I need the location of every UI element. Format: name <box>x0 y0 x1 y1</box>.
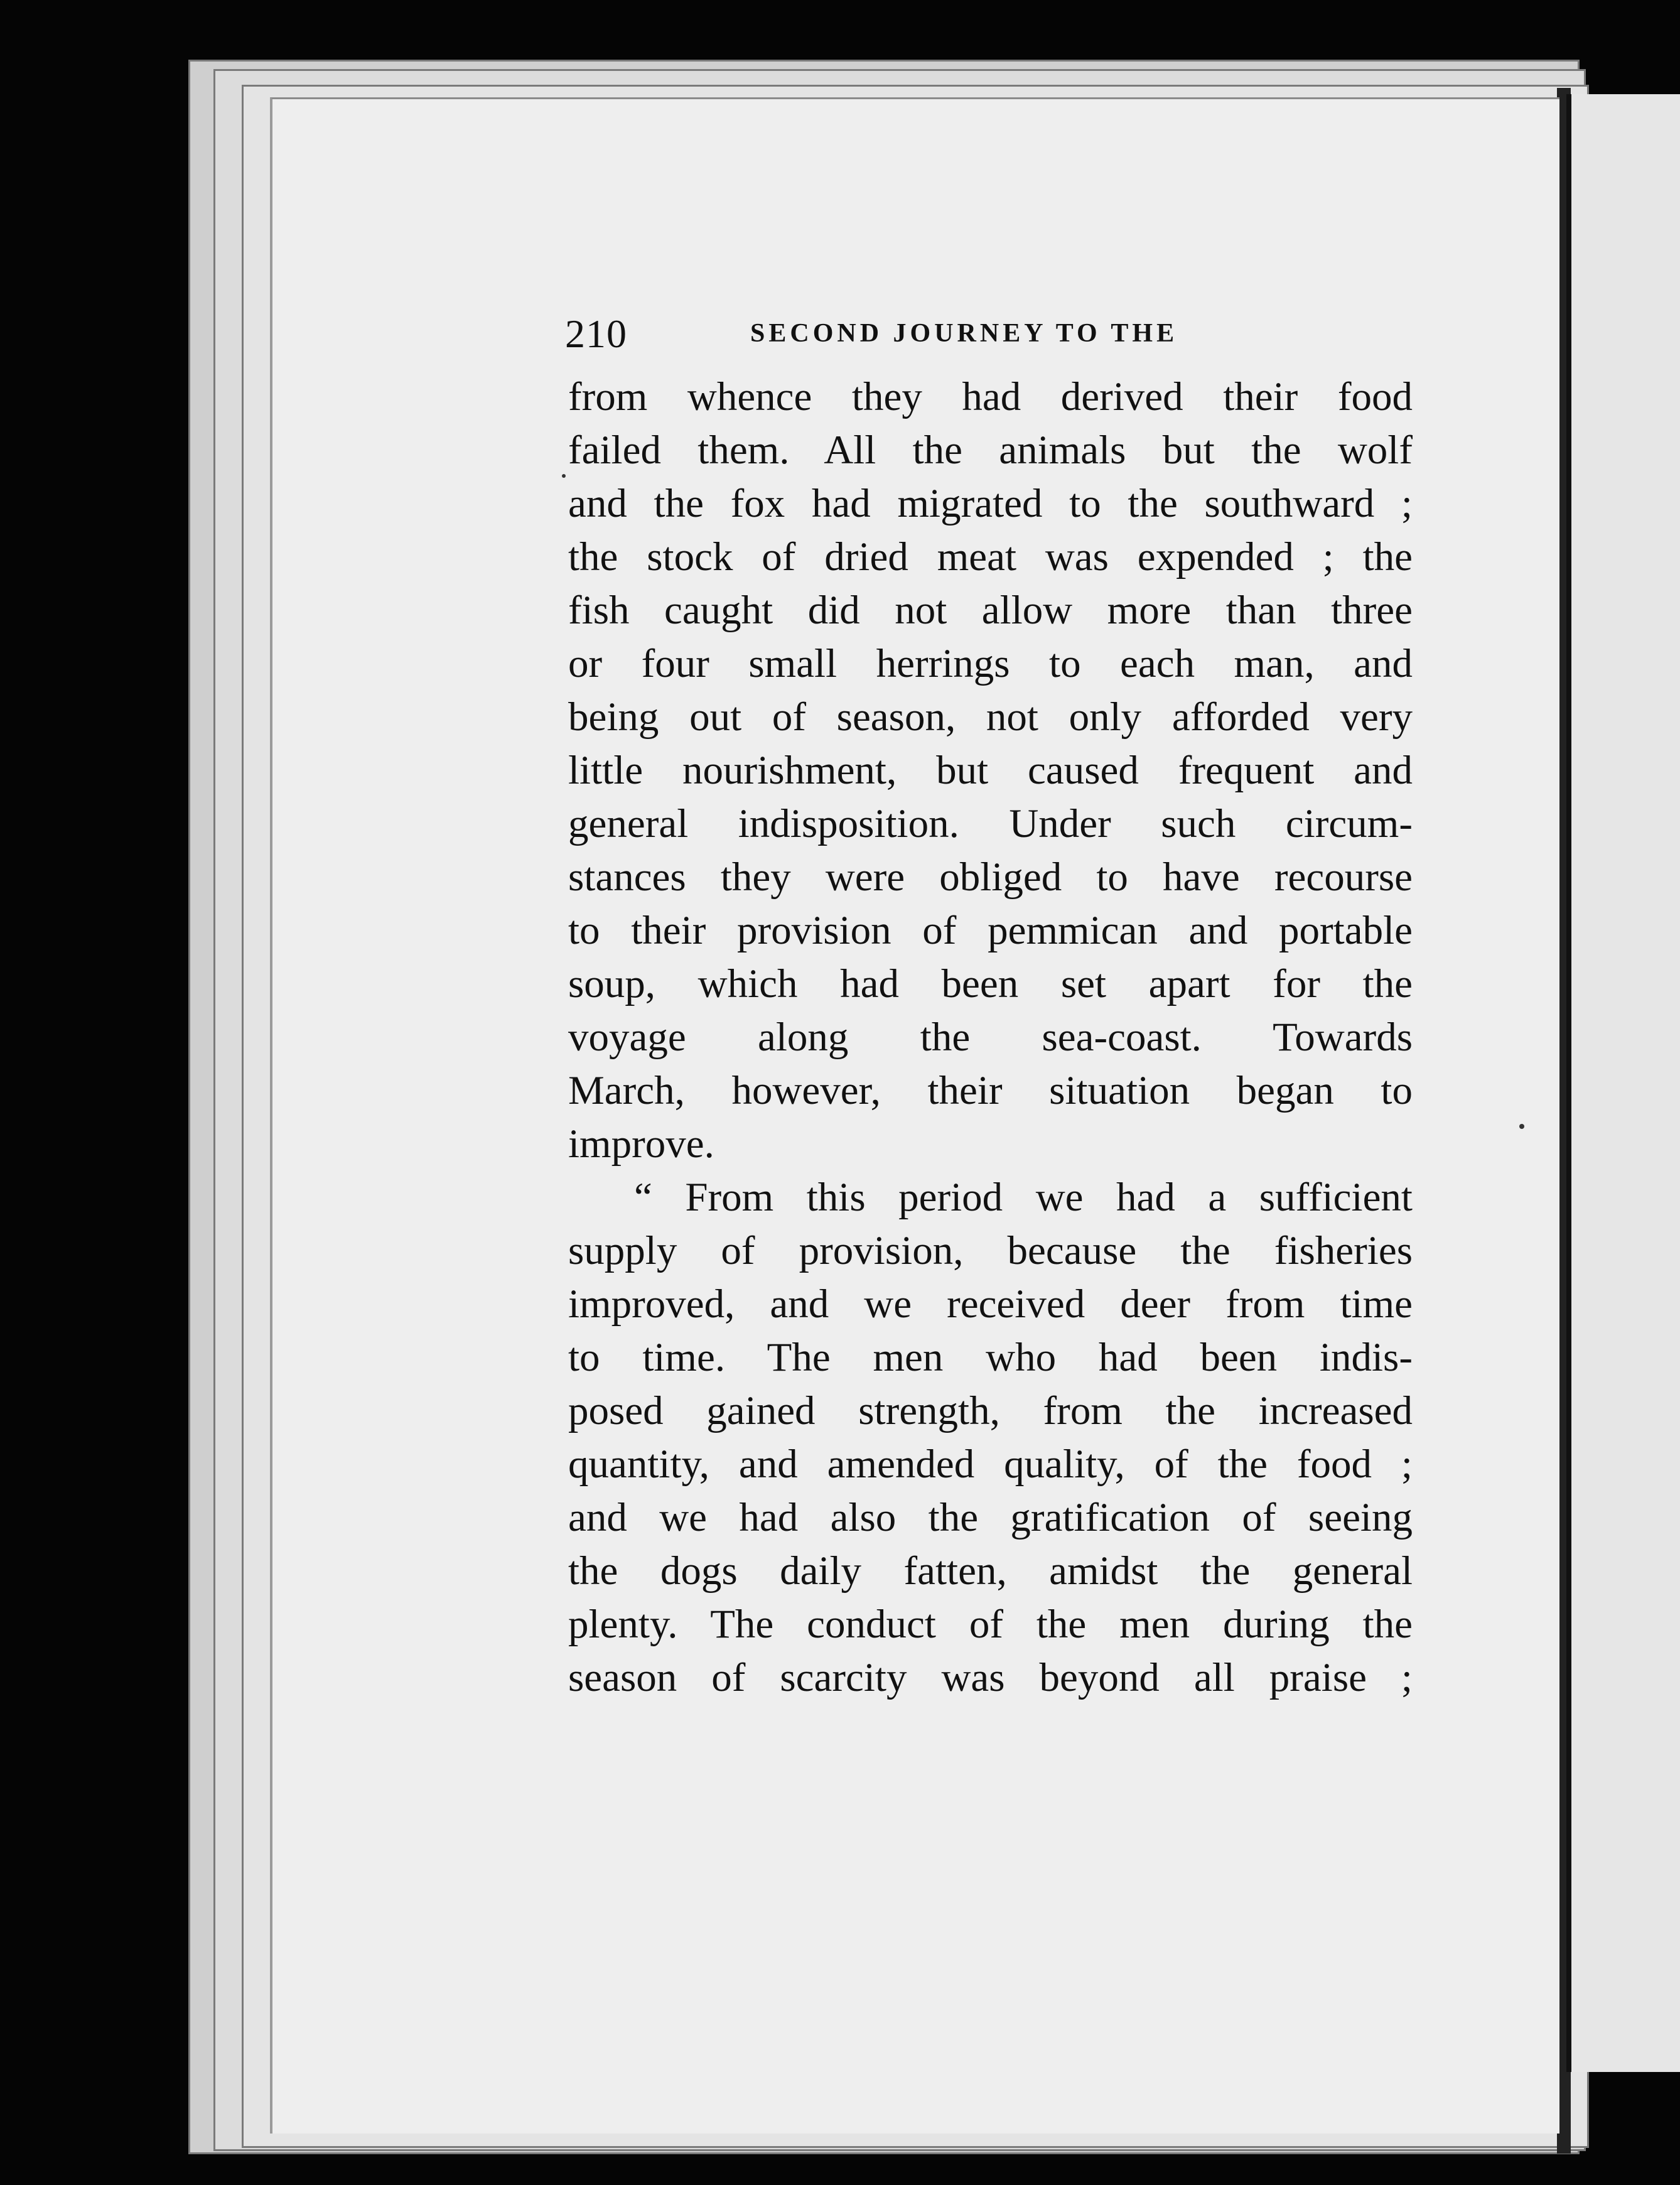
text-line: the stock of dried meat was expended ; the <box>568 534 1413 580</box>
text-line: general indisposition. Under such circum- <box>568 801 1413 846</box>
text-line: and the fox had migrated to the southward ; <box>568 481 1413 526</box>
text-line: posed gained strength, from the increased <box>568 1388 1413 1433</box>
text-line: fish caught did not allow more than three <box>568 588 1413 633</box>
text-line: failed them. All the animals but the wolf <box>568 428 1413 473</box>
text-line: little nourishment, but caused frequent and <box>568 748 1413 793</box>
text-line: quantity, and amended quality, of the food ; <box>568 1442 1413 1487</box>
scan-speck <box>562 474 566 478</box>
text-line: to time. The men who had been indis- <box>568 1335 1413 1380</box>
text-line: to their provision of pemmican and portable <box>568 908 1413 953</box>
text-line: the dogs daily fatten, amidst the general <box>568 1548 1413 1594</box>
text-line: stances they were obliged to have recourse <box>568 855 1413 900</box>
text-line: being out of season, not only afforded very <box>568 694 1413 740</box>
text-line: improved, and we received deer from time <box>568 1281 1413 1327</box>
page-number: 210 <box>565 311 627 356</box>
text-line: plenty. The conduct of the men during the <box>568 1602 1413 1647</box>
page-header <box>565 311 1218 361</box>
text-line: improve. <box>568 1121 714 1167</box>
text-line: “ From this period we had a sufficient <box>634 1175 1413 1220</box>
text-line: season of scarcity was beyond all praise ; <box>568 1655 1413 1700</box>
text-line: supply of provision, because the fisheries <box>568 1228 1413 1273</box>
text-line: soup, which had been set apart for the <box>568 961 1413 1006</box>
text-line: voyage along the sea-coast. Towards <box>568 1015 1413 1060</box>
body-text <box>568 370 1413 1705</box>
text-line: or four small herrings to each man, and <box>568 641 1413 686</box>
text-line: and we had also the gratification of seeing <box>568 1495 1413 1540</box>
scan-speck <box>1519 1124 1524 1129</box>
text-line: from whence they had derived their food <box>568 374 1413 419</box>
text-line: March, however, their situation began to <box>568 1068 1413 1113</box>
facing-page-edge <box>1566 94 1680 2072</box>
running-title: SECOND JOURNEY TO THE <box>750 319 1178 348</box>
